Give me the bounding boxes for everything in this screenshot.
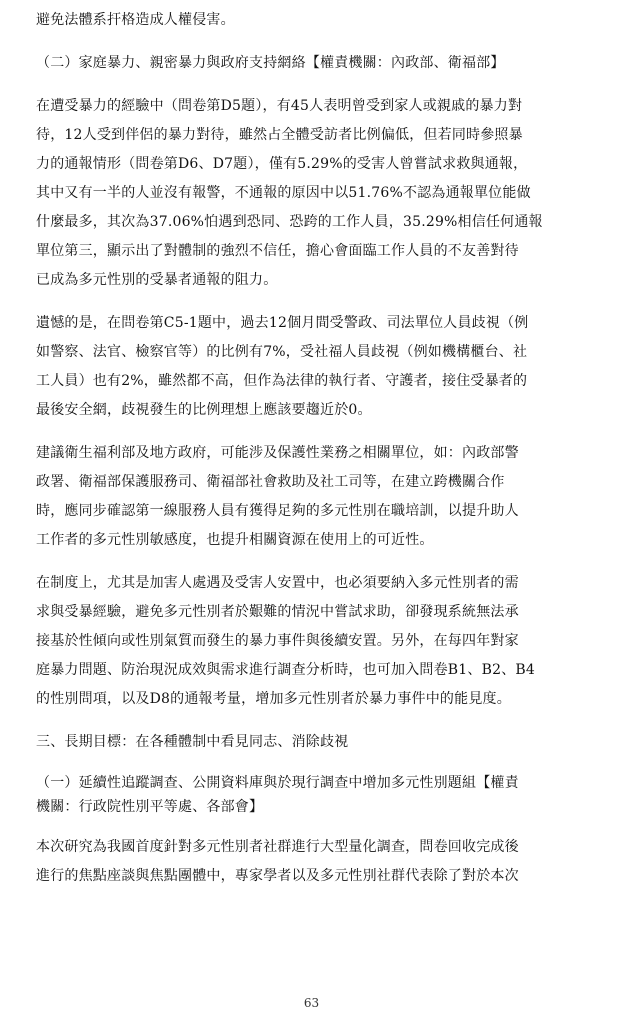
text-line: 最後安全網，歧視發生的比例理想上應該要趨近於0。: [36, 402, 372, 418]
text-line: 政署、衛福部保護服務司、衛福部社會救助及社工司等，在建立跨機關合作: [36, 474, 505, 490]
text-line: 進行的焦點座談與焦點團體中，專家學者以及多元性別社群代表除了對於本次: [36, 868, 519, 884]
paragraph-violence-experience: [36, 92, 588, 295]
document-body: [36, 6, 588, 905]
text-line: 在制度上，尤其是加害人處遇及受害人安置中，也必須要納入多元性別者的需: [36, 575, 519, 591]
text-line: 機關：行政院性別平等處、各部會】: [36, 799, 264, 815]
section-heading-long-term: [36, 728, 588, 757]
text-line: 建議衛生福利部及地方政府，可能涉及保護性業務之相關單位，如：內政部警: [36, 445, 519, 461]
text-line: 什麼最多，其次為37.06%怕遇到恐同、恐跨的工作人員，35.29%相信任何通報: [36, 214, 543, 230]
paragraph-research: [36, 833, 588, 891]
text-line: 庭暴力問題、防治現況成效與需求進行調查分析時，也可加入問卷B1、B2、B4: [36, 662, 535, 678]
text-line: （二）家庭暴力、親密暴力與政府支持網絡【權責機關：內政部、衛福部】: [36, 55, 505, 71]
text-line: 接基於性傾向或性別氣質而發生的暴力事件與後續安置。另外，在每四年對家: [36, 633, 519, 649]
text-line: 單位第三，顯示出了對體制的強烈不信任，擔心會面臨工作人員的不友善對待: [36, 243, 519, 259]
text-line: 工人員）也有2%，雖然都不高，但作為法律的執行者、守護者，接住受暴者的: [36, 373, 528, 389]
text-line: 的性別問項，以及D8的通報考量，增加多元性別者於暴力事件中的能見度。: [36, 691, 511, 707]
paragraph-recommendation: [36, 439, 588, 555]
text-line: 力的通報情形（問卷第D6、D7題），僅有5.29%的受害人曾嘗試求救與通報，: [36, 156, 528, 172]
text-line: 待，12人受到伴侶的暴力對待，雖然占全體受訪者比例偏低，但若同時參照暴: [36, 127, 523, 143]
text-line: 在遭受暴力的經驗中（問卷第D5題），有45人表明曾受到家人或親戚的暴力對: [36, 98, 523, 114]
text-line: 如警察、法官、檢察官等）的比例有7%，受社福人員歧視（例如機構櫃台、社: [36, 344, 528, 360]
paragraph-intro: [36, 6, 588, 35]
subsection-heading-survey: [36, 771, 588, 819]
page-number: 63: [303, 996, 320, 1010]
text-line: （一）延續性追蹤調查、公開資料庫與於現行調查中增加多元性別題組【權責: [36, 775, 519, 791]
text-line: 已成為多元性別的受暴者通報的阻力。: [36, 272, 278, 288]
text-line: 工作者的多元性別敏感度，也提升相關資源在使用上的可近性。: [36, 532, 434, 548]
paragraph-discrimination: [36, 309, 588, 425]
paragraph-institutional: [36, 569, 588, 714]
text-line: 求與受暴經驗，避免多元性別者於艱難的情況中嘗試求助，卻發現系統無法承: [36, 604, 519, 620]
section-heading-domestic-violence: [36, 49, 588, 78]
text-line: 本次研究為我國首度針對多元性別者社群進行大型量化調查，問卷回收完成後: [36, 839, 519, 855]
text-line: 遺憾的是，在問卷第C5-1題中，過去12個月間受警政、司法單位人員歧視（例: [36, 315, 529, 331]
text-line: 避免法體系扞格造成人權侵害。: [36, 12, 235, 28]
text-line: 其中又有一半的人並沒有報警，不通報的原因中以51.76%不認為通報單位能做: [36, 185, 531, 201]
text-line: 時，應同步確認第一線服務人員有獲得足夠的多元性別在職培訓，以提升助人: [36, 503, 519, 519]
text-line: 三、長期目標：在各種體制中看見同志、消除歧視: [36, 734, 349, 750]
